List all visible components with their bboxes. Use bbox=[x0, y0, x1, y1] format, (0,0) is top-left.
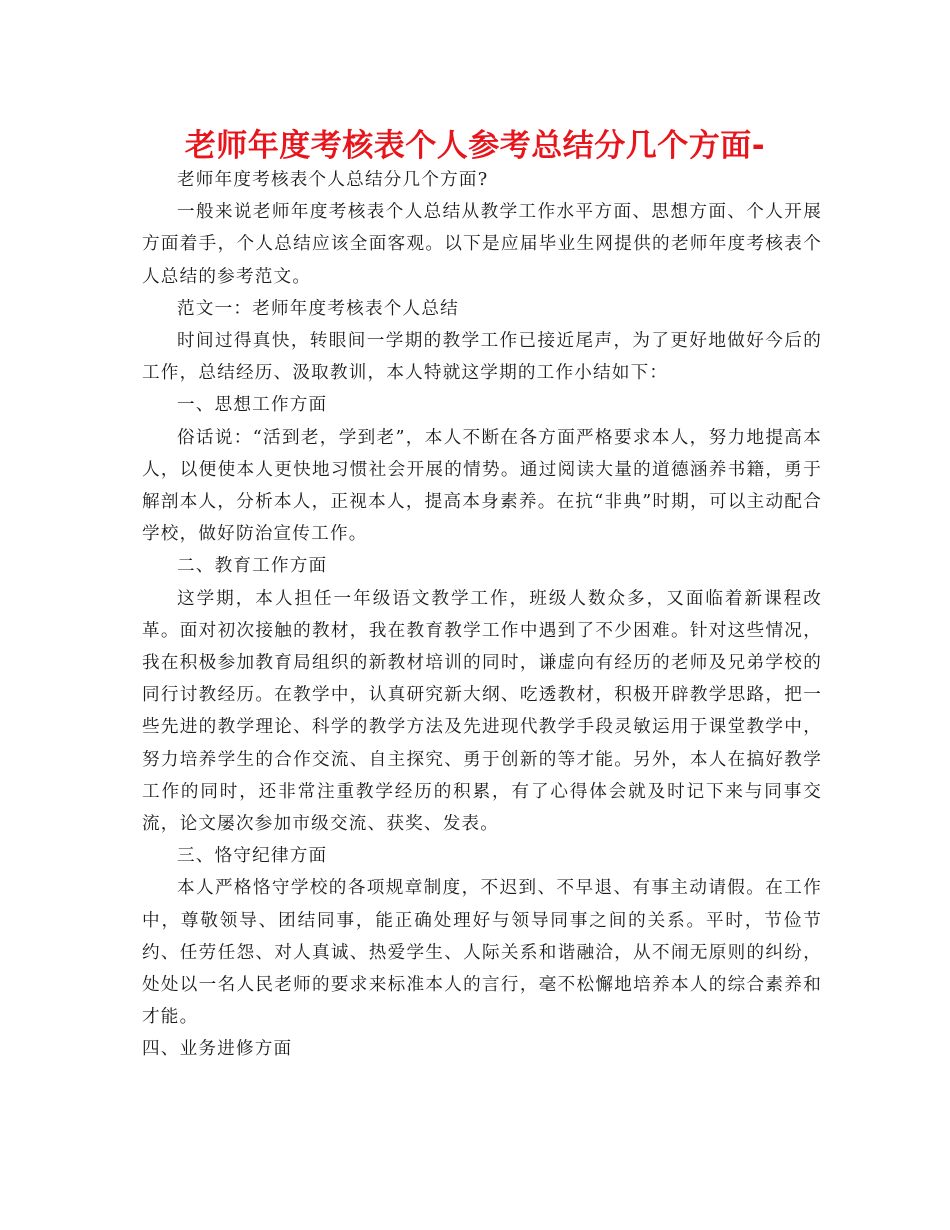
paragraph-sample-heading: 范文一：老师年度考核表个人总结 bbox=[177, 298, 459, 319]
section-heading-education: 二、教育工作方面 bbox=[177, 556, 328, 577]
section-heading-ideology: 一、思想工作方面 bbox=[177, 395, 328, 416]
section-heading-discipline: 三、恪守纪律方面 bbox=[177, 846, 328, 867]
paragraph-opening: 时间过得真快，转眼间一学期的教学工作已接近尾声，为了更好地做好今后的工作，总结经历、汲取教训，本人特就这学期的工作小结如下： bbox=[142, 331, 822, 384]
paragraph-discipline: 本人严格恪守学校的各项规章制度，不迟到、不早退、有事主动请假。在工作中，尊敬领导、团结同事，能正确处理好与领导同事之间的关系。平时，节俭节约、任劳任怨、对人真诚、热爱学生、人际关系和谐融洽，从不闹无原则的纠纷，处处以一名人民老师的要求来标准本人的言行，毫不松懈地培养本人的综合素养和才能。 bbox=[142, 878, 822, 1028]
paragraph-education: 这学期，本人担任一年级语文教学工作，班级人数众多，又面临着新课程改革。面对初次接触的教材，我在教育教学工作中遇到了不少困难。针对这些情况，我在积极参加教育局组织的新教材培训的同时，谦虚向有经历的老师及兄弟学校的同行讨教经历。在教学中，认真研究新大纲、吃透教材，积极开辟教学思路，把一些先进的教学理论、科学的教学方法及先进现代教学手段灵敏运用于课堂教学中，努力培养学生的合作交流、自主探究、勇于创新的等才能。另外，本人在搞好教学工作的同时，还非常注重教学经历的积累，有了心得体会就及时记下来与同事交流，论文屡次参加市级交流、获奖、发表。 bbox=[142, 588, 822, 835]
document-body bbox=[142, 164, 822, 1066]
paragraph-intro: 一般来说老师年度考核表个人总结从教学工作水平方面、思想方面、个人开展方面着手，个人总结应该全面客观。以下是应届毕业生网提供的老师年度考核表个人总结的参考范文。 bbox=[142, 202, 822, 287]
paragraph-question: 老师年度考核表个人总结分几个方面? bbox=[177, 170, 489, 190]
section-heading-training: 四、业务进修方面 bbox=[142, 1039, 293, 1060]
paragraph-ideology: 俗话说：“活到老，学到老”，本人不断在各方面严格要求本人，努力地提高本人，以便使本人更快地习惯社会开展的情势。通过阅读大量的道德涵养书籍，勇于解剖本人，分析本人，正视本人，提高本身素养。在抗“非典”时期，可以主动配合学校，做好防治宣传工作。 bbox=[142, 427, 822, 545]
document-title: 老师年度考核表个人参考总结分几个方面- bbox=[184, 128, 766, 164]
